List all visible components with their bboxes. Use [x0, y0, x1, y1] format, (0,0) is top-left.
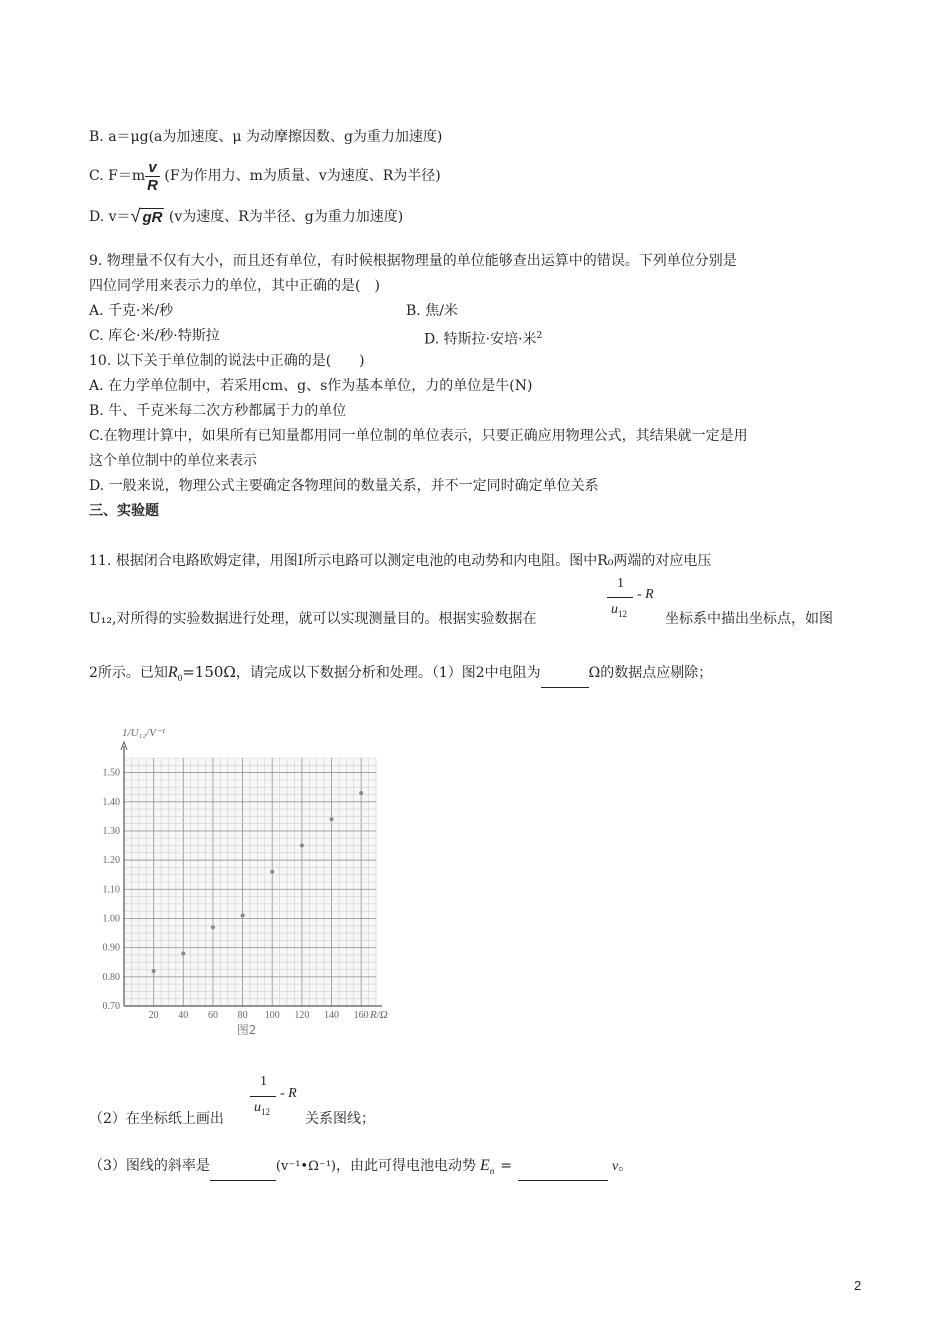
sqrt-body: gR: [142, 209, 163, 226]
frac-numerator: v: [145, 159, 160, 177]
ohm-unit: Ω: [588, 665, 601, 681]
q11-part3d: 。: [618, 1158, 633, 1174]
q11-line1: 11. 根据闭合电路欧姆定律，用图Ⅰ所示电路可以测定电池的电动势和内电阻。图中R₀两端的对应电压: [89, 553, 712, 569]
y-axis-label: 1/U₁₂/V⁻¹: [122, 727, 166, 739]
data-point: [241, 914, 245, 918]
y-tick-label: 1.20: [102, 855, 120, 867]
y-tick-label: 0.90: [102, 942, 120, 954]
r0-letter: R: [167, 664, 178, 681]
formula-v-over-r: [145, 159, 160, 194]
q11-part3: [89, 1156, 632, 1181]
q11-line2b: 坐标系中描出坐标点，如图: [665, 611, 833, 627]
q11-part3b: ，由此可得电池电动势: [336, 1158, 477, 1174]
q11-part2a: （2）在坐标纸上画出: [89, 1111, 224, 1127]
part2-frac-tail: - R: [280, 1086, 297, 1101]
q8-option-d-suffix: (v为速度、R为半径、g为重力加速度): [168, 209, 404, 225]
q9-stem-line2: 四位同学用来表示力的单位，其中正确的是( ): [89, 278, 380, 294]
q9-stem-line1: 9. 物理量不仅有大小，而且还有单位，有时候根据物理量的单位能够查出运算中的错误。下列单位分别是: [89, 253, 737, 269]
chart-svg: [88, 716, 398, 1042]
q11-frac-tail: - R: [637, 587, 654, 602]
q8-option-c-prefix: C. F＝m: [89, 168, 146, 184]
q11-line3d: 的数据点应剔除；: [600, 665, 713, 681]
chart-caption: 图2: [236, 1023, 257, 1037]
emf-symbol: [480, 1157, 495, 1177]
emf-sub: n: [489, 1166, 495, 1177]
data-point: [300, 844, 304, 848]
q9-option-a: A. 千克·米/秒: [89, 303, 174, 319]
x-tick-label: 100: [264, 1010, 280, 1021]
q8-option-c-suffix: (F为作用力、m为质量、v为速度、R为半径): [164, 168, 441, 184]
data-point: [270, 870, 274, 874]
q8-option-d: [89, 203, 403, 231]
x-tick-label: 160: [353, 1010, 369, 1021]
data-point: [211, 925, 215, 929]
q11-frac-den-sub: 12: [618, 608, 627, 619]
y-tick-label: 1.40: [102, 796, 120, 808]
part2-frac-num: 1: [260, 1074, 267, 1089]
formula-sqrt-gr: √ gR: [130, 206, 163, 226]
r0-sub: 0: [177, 673, 183, 684]
x-axis-label: R/Ω: [370, 1009, 388, 1021]
q9-option-d-text: D. 特斯拉·安培·米: [424, 331, 537, 348]
q11-line2a: U₁₂,对所得的实验数据进行处理，就可以实现测量目的。根据实验数据在: [89, 611, 537, 627]
answer-blank-emf[interactable]: [518, 1180, 608, 1181]
r0-value: =150Ω: [182, 663, 236, 681]
answer-blank-slope[interactable]: [210, 1180, 276, 1181]
q11-frac-num: 1: [617, 576, 624, 591]
q11-frac-den: u: [611, 602, 618, 617]
volt-unit: v: [612, 1159, 619, 1174]
q9-option-d: [424, 326, 542, 350]
x-tick-label: 140: [324, 1010, 340, 1021]
data-point: [181, 951, 185, 955]
y-tick-label: 1.00: [102, 913, 120, 925]
x-tick-label: 40: [178, 1010, 189, 1021]
x-tick-label: 80: [237, 1010, 248, 1021]
r0-symbol: [167, 664, 183, 684]
q10-option-a: A. 在力学单位制中，若采用cm、g、s作为基本单位，力的单位是牛(N): [89, 378, 533, 394]
q10-option-c-line2: 这个单位制中的单位来表示: [89, 453, 257, 469]
q9-option-c: C. 库仑·米/秒·特斯拉: [89, 328, 220, 344]
y-tick-label: 1.10: [102, 884, 120, 896]
q8-option-c: [89, 156, 441, 196]
q11-line3b: ，请完成以下数据分析和处理。（1）图2中电阻为: [235, 665, 541, 681]
part2-frac-den: u: [254, 1100, 261, 1115]
emf-letter: E: [480, 1157, 490, 1174]
x-tick-label: 20: [148, 1010, 159, 1021]
q10-option-d: D. 一般来说，物理公式主要确定各物理间的数量关系，并不一定同时确定单位关系: [89, 478, 599, 494]
q8-option-d-prefix: D. v＝: [89, 209, 131, 225]
frac-denominator: R: [147, 176, 158, 194]
part2-frac-den-sub: 12: [261, 1106, 270, 1117]
data-point: [359, 791, 363, 795]
page-number: 2: [854, 1278, 862, 1293]
x-tick-label: 60: [207, 1010, 218, 1021]
x-tick-label: 120: [294, 1010, 310, 1021]
slope-unit: (v⁻¹•Ω⁻¹): [275, 1159, 337, 1174]
y-tick-label: 0.70: [102, 1001, 120, 1012]
q10-option-c-line1: C.在物理计算中，如果所有已知量都用同一单位制的单位表示，只要正确应用物理公式，其结果就一定是用: [89, 428, 748, 444]
data-point: [152, 969, 156, 973]
q9-option-d-sup: 2: [536, 331, 543, 341]
q9-option-b: B. 焦/米: [406, 303, 458, 319]
answer-blank-1[interactable]: [541, 687, 589, 688]
q8-option-b: B. a＝μg(a为加速度、μ 为动摩擦因数、g为重力加速度): [89, 129, 443, 145]
emf-equals: =: [500, 1158, 513, 1174]
q11-line3: [89, 662, 712, 688]
q11-line3a: 2所示。已知: [89, 665, 168, 681]
chart-figure-2: [88, 716, 398, 1042]
q11-part3a: （3）图线的斜率是: [89, 1158, 210, 1174]
data-point: [330, 817, 334, 821]
q11-part2b: 关系图线；: [305, 1111, 375, 1127]
y-tick-label: 1.50: [102, 767, 120, 779]
section-heading: 三、实验题: [89, 503, 159, 519]
q10-option-b: B. 牛、千克米每二次方秒都属于力的单位: [89, 403, 347, 419]
y-tick-label: 1.30: [102, 825, 120, 837]
q10-stem: 10. 以下关于单位制的说法中正确的是( ): [89, 353, 365, 369]
y-tick-label: 0.80: [102, 971, 120, 983]
